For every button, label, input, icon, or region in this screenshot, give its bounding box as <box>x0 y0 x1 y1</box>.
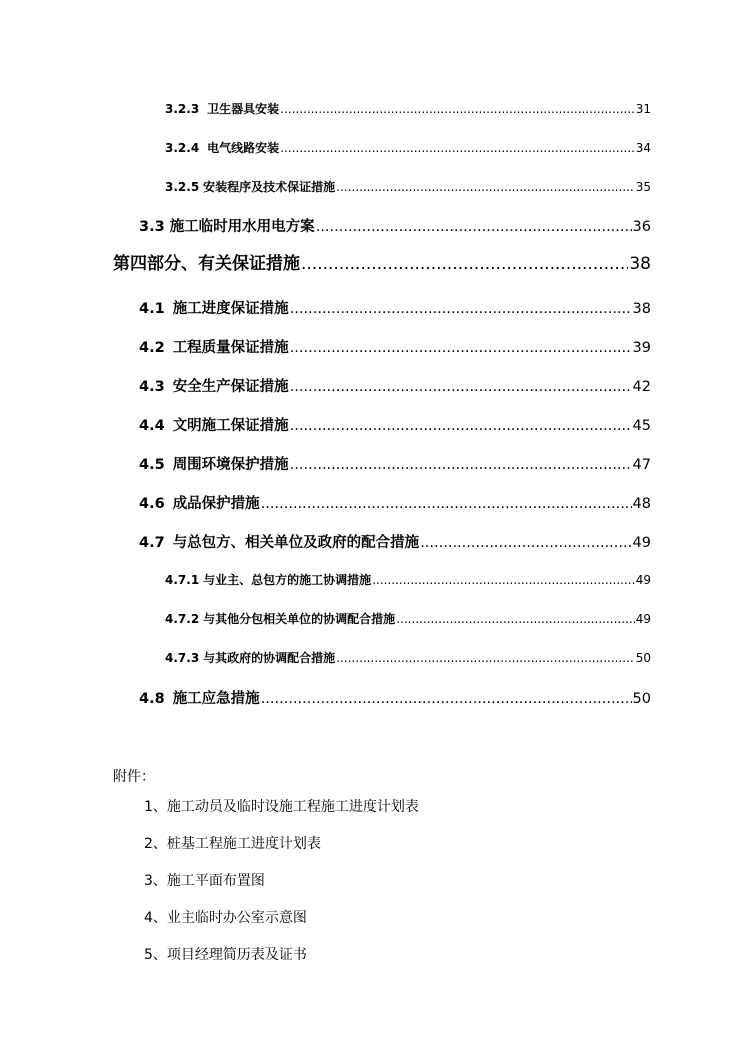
toc-page-number: 42 <box>632 379 651 395</box>
toc-page-number: 39 <box>632 340 651 356</box>
toc-title: 成品保护措施 <box>172 496 260 512</box>
toc-leader-dots <box>290 457 632 473</box>
toc-leader-dots <box>290 340 632 356</box>
attachment-item: 4、业主临时办公室示意图 <box>144 910 307 926</box>
toc-title: 文明施工保证措施 <box>172 418 289 434</box>
toc-page-number: 49 <box>632 535 651 551</box>
toc-title: 安装程序及技术保证措施 <box>203 180 336 194</box>
toc-leader-dots <box>261 691 632 707</box>
toc-leader-dots <box>372 573 635 587</box>
toc-leader-dots <box>290 301 632 317</box>
toc-number: 4.6 <box>139 496 165 512</box>
toc-title: 电气线路安装 <box>207 141 280 155</box>
toc-page-number: 49 <box>635 573 651 587</box>
toc-page-number: 36 <box>632 219 651 235</box>
toc-number: 3.2.5 <box>165 180 200 194</box>
toc-entry[interactable] <box>139 297 651 318</box>
toc-number: 4.1 <box>139 301 165 317</box>
toc-number: 4.3 <box>139 379 165 395</box>
toc-entry[interactable] <box>113 249 651 274</box>
toc-title: 施工临时用水用电方案 <box>169 219 315 235</box>
toc-entry[interactable] <box>165 100 651 117</box>
toc-leader-dots <box>261 496 632 512</box>
toc-leader-dots <box>290 379 632 395</box>
toc-entry[interactable] <box>139 414 651 435</box>
toc-title: 与业主、总包方的施工协调措施 <box>203 573 372 587</box>
attachment-item: 5、项目经理简历表及证书 <box>144 947 307 963</box>
toc-title: 周围环境保护措施 <box>172 457 289 473</box>
attachment-item: 3、施工平面布置图 <box>144 873 265 889</box>
toc-number: 4.7.3 <box>165 651 200 665</box>
toc-entry[interactable] <box>139 453 651 474</box>
toc-title: 与总包方、相关单位及政府的配合措施 <box>172 535 420 551</box>
toc-leader-dots <box>280 141 635 155</box>
toc-number: 3.3 <box>139 219 165 235</box>
toc-page-number: 48 <box>632 496 651 512</box>
toc-entry[interactable] <box>165 178 651 195</box>
toc-leader-dots <box>316 219 632 235</box>
toc-number: 4.7.1 <box>165 573 200 587</box>
toc-page-number: 31 <box>635 102 651 116</box>
toc-entry[interactable] <box>165 571 651 588</box>
toc-entry[interactable] <box>139 531 651 552</box>
toc-leader-dots <box>290 418 632 434</box>
toc-entry[interactable] <box>165 139 651 156</box>
toc-leader-dots <box>301 254 628 274</box>
toc-number: 4.8 <box>139 691 165 707</box>
toc-page-number: 38 <box>632 301 651 317</box>
toc-number: 4.7 <box>139 535 165 551</box>
toc-title: 工程质量保证措施 <box>172 340 289 356</box>
toc-leader-dots <box>280 102 635 116</box>
toc-title: 卫生器具安装 <box>207 102 280 116</box>
toc-number: 4.5 <box>139 457 165 473</box>
toc-page-number: 49 <box>635 612 651 626</box>
toc-number: 4.2 <box>139 340 165 356</box>
toc-entry[interactable] <box>139 215 651 236</box>
toc-entry[interactable] <box>139 687 651 708</box>
toc-leader-dots <box>336 651 635 665</box>
toc-page-number: 45 <box>632 418 651 434</box>
toc-page-number: 35 <box>635 180 651 194</box>
toc-title: 与其政府的协调配合措施 <box>203 651 336 665</box>
toc-page-number: 50 <box>635 651 651 665</box>
toc-leader-dots <box>336 180 635 194</box>
attachment-item: 2、桩基工程施工进度计划表 <box>144 836 321 852</box>
toc-title: 第四部分、有关保证措施 <box>113 254 300 274</box>
toc-entry[interactable] <box>139 375 651 396</box>
attachment-item: 1、施工动员及临时设施工程施工进度计划表 <box>144 799 419 815</box>
toc-leader-dots <box>420 535 631 551</box>
toc-page-number: 50 <box>632 691 651 707</box>
toc-entry[interactable] <box>165 610 651 627</box>
toc-leader-dots <box>396 612 635 626</box>
toc-title: 施工应急措施 <box>172 691 260 707</box>
attachments-heading: 附件： <box>113 769 155 785</box>
toc-number: 4.7.2 <box>165 612 200 626</box>
toc-entry[interactable] <box>139 336 651 357</box>
toc-page-number: 47 <box>632 457 651 473</box>
toc-entry[interactable] <box>165 649 651 666</box>
toc-page-number: 34 <box>635 141 651 155</box>
toc-number: 3.2.3 <box>165 102 200 116</box>
toc-title: 施工进度保证措施 <box>172 301 289 317</box>
toc-number: 4.4 <box>139 418 165 434</box>
toc-number: 3.2.4 <box>165 141 200 155</box>
toc-entry[interactable] <box>139 492 651 513</box>
toc-title: 安全生产保证措施 <box>172 379 289 395</box>
toc-page-number: 38 <box>629 254 651 274</box>
toc-title: 与其他分包相关单位的协调配合措施 <box>203 612 396 626</box>
